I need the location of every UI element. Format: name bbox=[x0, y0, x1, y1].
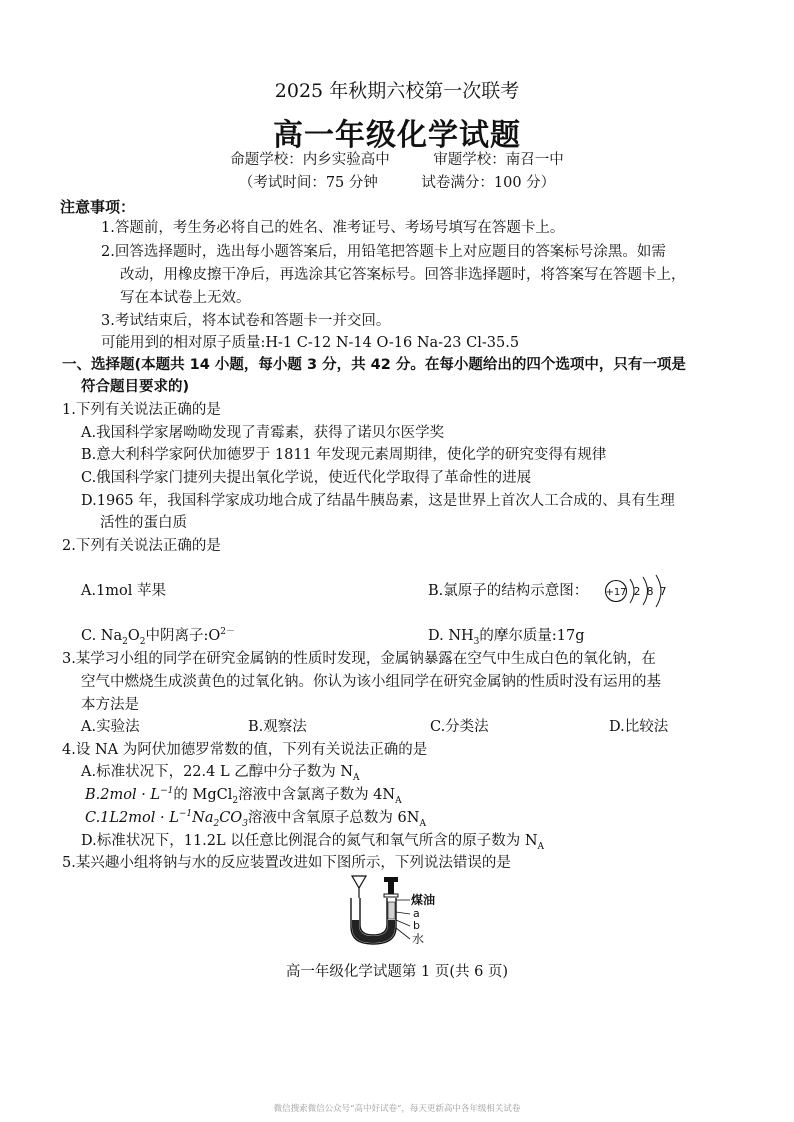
q4-c-sub-3: A bbox=[419, 818, 426, 829]
section-1-heading-line-1: 一、选择题(本题共 14 小题，每小题 3 分，共 42 分。在每小题给出的四个选项中，只有一项是 bbox=[62, 357, 686, 373]
label-line-water bbox=[396, 928, 410, 939]
q5-stem: 5.某兴趣小组将钠与水的反应装置改进如下图所示，下列说法错误的是 bbox=[62, 855, 511, 871]
q3-stem-line-2: 空气中燃烧生成淡黄色的过氧化钠。你认为该小组同学在研究金属钠的性质时没有运用的基 bbox=[81, 674, 661, 690]
section-1-heading-line-2: 符合题目要求的) bbox=[81, 379, 190, 395]
label-b: b bbox=[413, 919, 420, 932]
chlorine-atom-structure-diagram bbox=[603, 570, 675, 612]
label-kerosene: 煤油 bbox=[411, 893, 436, 907]
q2-c-text: 中阴离子:O bbox=[145, 628, 221, 644]
q2-option-a: A.1mol 苹果 bbox=[81, 583, 167, 599]
q2-c-sub-1: 2 bbox=[122, 636, 128, 647]
q4-c-sub-2: 3 bbox=[242, 818, 248, 829]
q2-stem: 2.下列有关说法正确的是 bbox=[62, 538, 221, 554]
exam-time-line: （考试时间：75 分钟 试卷满分：100 分） bbox=[238, 175, 556, 191]
q1-option-c: C.俄国科学家门捷列夫提出氧化学说，使近代化学取得了革命性的进展 bbox=[81, 470, 532, 486]
shell-count-3: 7 bbox=[659, 585, 667, 598]
compile-school-line: 命题学校：内乡实验高中 审题学校：南召一中 bbox=[230, 152, 564, 168]
q4-c-mid: Na bbox=[192, 810, 214, 826]
q4-option-d bbox=[81, 831, 544, 851]
q4-b-sub: 2 bbox=[232, 795, 239, 806]
q1-option-d-line-1: D.1965 年，我国科学家成功地合成了结晶牛胰岛素，这是世界上首次人工合成的、具有生理 bbox=[81, 493, 675, 509]
q4-c-sup: −1 bbox=[178, 809, 193, 820]
paper-title: 高一年级化学试题 bbox=[273, 118, 521, 153]
shell-count-1: 2 bbox=[633, 585, 641, 598]
nucleus-charge: +17 bbox=[605, 587, 627, 598]
q1-stem: 1.下列有关说法正确的是 bbox=[62, 402, 221, 418]
u-tube-inner bbox=[360, 898, 387, 935]
notice-item-3: 3.考试结束后，将本试卷和答题卡一并交回。 bbox=[101, 313, 391, 329]
kerosene-layer bbox=[388, 902, 395, 919]
q4-d-text: D.标准状况下，11.2L 以任意比例混合的氮气和氧气所含的原子数为 N bbox=[81, 833, 538, 849]
q4-c-sub-1: 2 bbox=[213, 818, 220, 829]
q4-a-sub: A bbox=[353, 772, 360, 783]
q1-option-b: B.意大利科学家阿伏加德罗于 1811 年发现元素周期律，使化学的研究变得有规律 bbox=[81, 447, 607, 463]
q3-stem-line-3: 本方法是 bbox=[81, 697, 139, 713]
wechat-note: 微信搜索微信公众号“高中好试卷”，每天更新高中各年级相关试卷 bbox=[273, 1104, 521, 1114]
q2-option-b-label: B.氯原子的结构示意图： bbox=[428, 583, 589, 599]
q4-a-text: A.标准状况下，22.4 L 乙醇中分子数为 N bbox=[81, 764, 354, 780]
stopper-top bbox=[384, 877, 398, 882]
q4-b-sup: −1 bbox=[160, 786, 174, 797]
water-fill bbox=[352, 920, 395, 943]
q3-stem-line-1: 3.某学习小组的同学在研究金属钠的性质时发现，金属钠暴露在空气中生成白色的氧化钠，在 bbox=[62, 651, 656, 667]
notice-item-2-line-1: 2.回答选择题时，选出每小题答案后，用铅笔把答题卡上对应题目的答案标号涂黑。如需 bbox=[101, 244, 666, 260]
q2-option-d bbox=[428, 626, 585, 646]
q4-d-sub: A bbox=[537, 841, 545, 852]
page-footer: 高一年级化学试题第 1 页(共 6 页) bbox=[285, 964, 509, 980]
q2-c-prefix: C. Na bbox=[81, 628, 123, 644]
q3-option-b: B.观察法 bbox=[248, 719, 307, 735]
q2-d-sub: 3 bbox=[473, 636, 480, 647]
q4-b-formula: B.2mol · L bbox=[85, 787, 161, 803]
q2-c-mid: O bbox=[127, 628, 140, 644]
q4-c-formula: C.1L2mol · L bbox=[85, 810, 179, 826]
q2-option-c bbox=[81, 626, 235, 646]
label-a: a bbox=[413, 907, 420, 920]
funnel-icon bbox=[352, 876, 366, 888]
notice-item-2-line-2: 改动，用橡皮擦干净后，再选涂其它答案标号。回答非选择题时，将答案写在答题卡上， bbox=[120, 267, 686, 283]
q4-b-sub-2: A bbox=[395, 795, 402, 806]
stopper-base bbox=[384, 894, 398, 897]
q4-c-text: 溶液中含氧原子总数为 6N bbox=[247, 810, 420, 826]
q2-c-sub-2: 2 bbox=[139, 636, 146, 647]
q4-b-text: 溶液中含氯离子数为 4N bbox=[238, 787, 396, 803]
q4-b-mid: 的 MgCl bbox=[173, 787, 233, 803]
q2-d-text: 的摩尔质量:17g bbox=[479, 628, 585, 644]
label-water: 水 bbox=[412, 932, 425, 946]
label-line-a bbox=[396, 912, 410, 914]
q4-option-b bbox=[85, 785, 402, 805]
atomic-masses: 可能用到的相对原子质量:H-1 C-12 N-14 O-16 Na-23 Cl-35.5 bbox=[101, 335, 520, 351]
q2-c-sup: 2－ bbox=[220, 627, 236, 638]
label-line-b bbox=[396, 920, 410, 926]
shell-count-2: 8 bbox=[646, 585, 654, 598]
stopper-neck bbox=[388, 882, 394, 894]
notice-item-2-line-3: 写在本试卷上无效。 bbox=[120, 290, 251, 306]
q4-option-c bbox=[85, 808, 426, 828]
exam-title: 2025 年秋期六校第一次联考 bbox=[274, 80, 520, 102]
q3-option-a: A.实验法 bbox=[81, 719, 140, 735]
notice-item-1: 1.答题前，考生务必将自己的姓名、准考证号、考场号填写在答题卡上。 bbox=[101, 220, 565, 236]
q4-stem: 4.设 NA 为阿伏加德罗常数的值，下列有关说法正确的是 bbox=[62, 742, 428, 758]
q3-option-d: D.比较法 bbox=[609, 719, 669, 735]
q2-d-prefix: D. NH bbox=[428, 628, 474, 644]
sodium-water-apparatus-diagram bbox=[346, 872, 446, 950]
q3-option-c: C.分类法 bbox=[430, 719, 489, 735]
q4-c-co: CO bbox=[219, 810, 243, 826]
notice-heading: 注意事项： bbox=[60, 198, 136, 216]
q1-option-a: A.我国科学家屠呦呦发现了青霉素，获得了诺贝尔医学奖 bbox=[81, 425, 445, 441]
q2-option-b bbox=[428, 581, 588, 601]
q1-option-d-line-2: 活性的蛋白质 bbox=[100, 515, 187, 531]
q4-option-a bbox=[81, 762, 360, 782]
